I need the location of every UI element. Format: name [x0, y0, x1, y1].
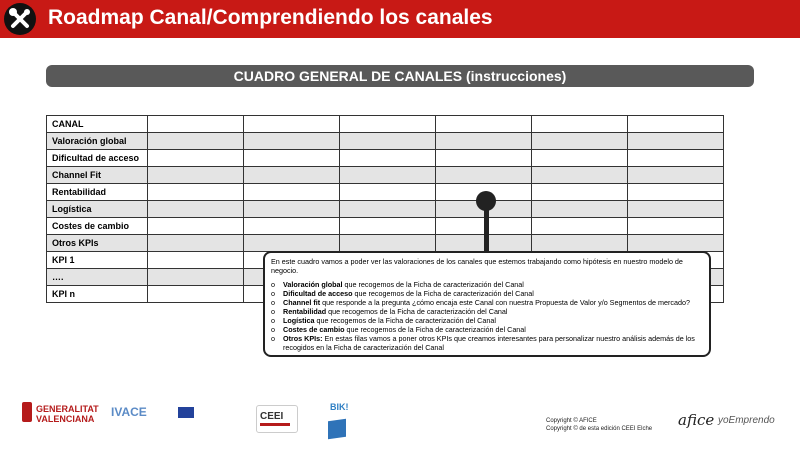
bik-logo: BIK! [330, 402, 349, 412]
item-term: Rentabilidad [283, 307, 327, 316]
instructions-callout [263, 251, 711, 357]
table-cell[interactable] [244, 133, 340, 150]
table-row [47, 201, 724, 218]
table-cell[interactable] [148, 116, 244, 133]
row-label: Channel Fit [47, 167, 148, 184]
item-text: que recogemos de la Ficha de caracterización del Canal [352, 289, 534, 298]
table-cell[interactable] [340, 116, 436, 133]
table-cell[interactable] [148, 133, 244, 150]
table-cell[interactable] [244, 184, 340, 201]
table-cell[interactable] [340, 235, 436, 252]
table-cell[interactable] [340, 167, 436, 184]
table-row [47, 167, 724, 184]
table-cell[interactable] [148, 286, 244, 303]
table-cell[interactable] [340, 133, 436, 150]
afice-logo: afice [678, 411, 715, 429]
copyright-ceei: Copyright © de esta edición CEEI Elche [546, 426, 653, 432]
list-item [271, 307, 703, 316]
table-cell[interactable] [628, 150, 724, 167]
table-cell[interactable] [244, 116, 340, 133]
item-text: que recogemos de la Ficha de caracterización del Canal [342, 280, 524, 289]
table-cell[interactable] [340, 184, 436, 201]
table-cell[interactable] [628, 235, 724, 252]
table-cell[interactable] [532, 218, 628, 235]
list-item [271, 298, 703, 307]
table-cell[interactable] [628, 184, 724, 201]
tools-icon [4, 3, 36, 35]
table-cell[interactable] [532, 235, 628, 252]
table-cell[interactable] [244, 235, 340, 252]
table-row [47, 133, 724, 150]
table-cell[interactable] [148, 150, 244, 167]
row-label: …. [47, 269, 148, 286]
row-label: Valoración global [47, 133, 148, 150]
table-cell[interactable] [628, 218, 724, 235]
list-item [271, 325, 703, 334]
table-cell[interactable] [244, 167, 340, 184]
row-label: KPI n [47, 286, 148, 303]
table-cell[interactable] [628, 133, 724, 150]
item-term: Otros KPIs: [283, 334, 323, 343]
table-row [47, 235, 724, 252]
table-cell[interactable] [148, 269, 244, 286]
table-cell[interactable] [532, 150, 628, 167]
list-item [271, 334, 703, 352]
table-cell[interactable] [148, 218, 244, 235]
list-item [271, 280, 703, 289]
table-cell[interactable] [244, 201, 340, 218]
item-term: Costes de cambio [283, 325, 345, 334]
row-label: Otros KPIs [47, 235, 148, 252]
table-cell[interactable] [148, 201, 244, 218]
table-cell[interactable] [532, 184, 628, 201]
callout-intro: En este cuadro vamos a poder ver las valoraciones de los canales que estemos trabajando como hipótesis en nuestro modelo de negocio. [271, 257, 683, 275]
section-banner: CUADRO GENERAL DE CANALES (instrucciones) [46, 65, 754, 87]
item-text: En estas filas vamos a poner otros KPIs que creamos interesantes para personalizar nuestro análisis además de los recogidos en la Ficha de caracterización del Canal [283, 334, 695, 352]
list-item [271, 316, 703, 325]
table-row [47, 218, 724, 235]
table-cell[interactable] [148, 235, 244, 252]
table-cell[interactable] [244, 150, 340, 167]
table-row [47, 150, 724, 167]
row-label: Costes de cambio [47, 218, 148, 235]
table-row [47, 184, 724, 201]
eu-flag-icon [178, 407, 194, 418]
ceei-logo-bar [260, 423, 290, 426]
item-text: que recogemos de la Ficha de caracterización del Canal [314, 316, 496, 325]
row-label: CANAL [47, 116, 148, 133]
row-label: Dificultad de acceso [47, 150, 148, 167]
item-term: Channel fit [283, 298, 321, 307]
page-title: Roadmap Canal/Comprendiendo los canales [48, 6, 493, 29]
item-text: que recogemos de la Ficha de caracterización del Canal [344, 325, 526, 334]
list-item [271, 289, 703, 298]
table-cell[interactable] [244, 218, 340, 235]
row-label: Rentabilidad [47, 184, 148, 201]
table-cell[interactable] [628, 201, 724, 218]
table-cell[interactable] [436, 116, 532, 133]
generalitat-shield-icon [22, 402, 32, 422]
table-cell[interactable] [628, 167, 724, 184]
table-cell[interactable] [436, 133, 532, 150]
row-label: KPI 1 [47, 252, 148, 269]
table-cell[interactable] [340, 201, 436, 218]
table-cell[interactable] [532, 167, 628, 184]
yoemprendo-logo: yoEmprendo [718, 415, 775, 426]
item-term: Logística [283, 316, 315, 325]
callout-list [271, 280, 703, 352]
item-text: que recogemos de la Ficha de caracterización del Canal [326, 307, 508, 316]
item-term: Valoración global [283, 280, 343, 289]
table-cell[interactable] [436, 150, 532, 167]
row-label: Logística [47, 201, 148, 218]
table-cell[interactable] [148, 167, 244, 184]
table-cell[interactable] [340, 218, 436, 235]
table-cell[interactable] [532, 201, 628, 218]
copyright-afice: Copyright © AFICE [546, 418, 597, 424]
table-cell[interactable] [532, 116, 628, 133]
generalitat-logo: GENERALITAT VALENCIANA [36, 404, 99, 424]
table-cell[interactable] [628, 116, 724, 133]
table-row [47, 116, 724, 133]
table-cell[interactable] [148, 184, 244, 201]
title-bar [0, 0, 800, 38]
pin-stem [484, 205, 489, 255]
table-cell[interactable] [532, 133, 628, 150]
ceei-logo: CEEI [260, 411, 284, 422]
table-cell[interactable] [340, 150, 436, 167]
item-term: Dificultad de acceso [283, 289, 353, 298]
item-text: que responde a la pregunta ¿cómo encaja este Canal con nuestra Propuesta de Valor y/o Segmentos de mercado? [320, 298, 690, 307]
ivace-logo: IVACE [111, 405, 147, 419]
table-cell[interactable] [148, 252, 244, 269]
table-cell[interactable] [436, 167, 532, 184]
bik-cube-icon [328, 419, 346, 440]
